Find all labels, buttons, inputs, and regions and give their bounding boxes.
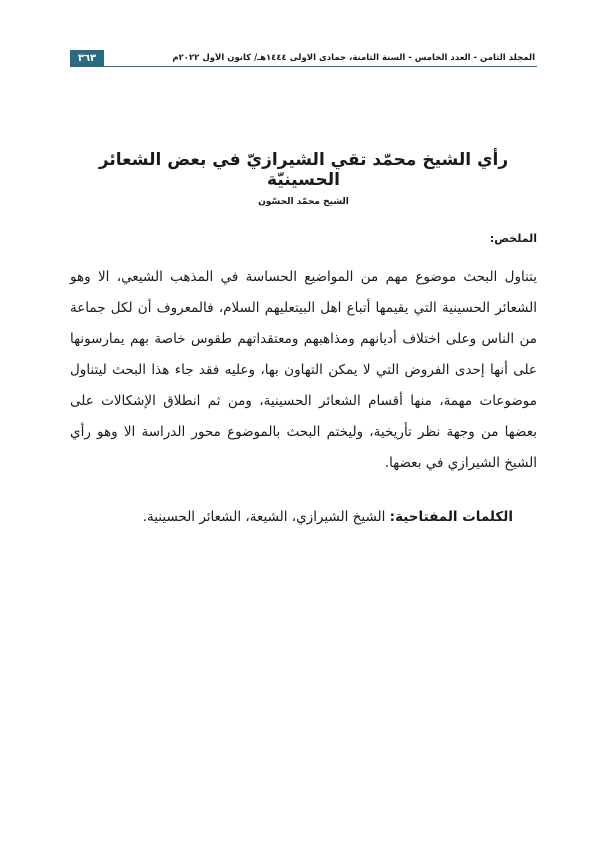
author-name: الشيخ محمّد الحسّون	[258, 197, 349, 207]
abstract-body: يتناول البحث موضوع مهم من المواضيع الحساسة في المذهب الشيعي، الا وهو الشعائر الحسينية التي يقيمها أتباع اهل البيتعليهم السلام، فالمعروف أن لكل جماعة من الناس وعلى اختلاف أديانهم ومذاهبهم ومعتقداتهم طقوس خاصة بهم يمارسونها على أنها إحدى الفروض التي لا يمكن التهاون بها، وعليه فقد جاء هذا البحث ليتناول موضوعات مهمة، منها أقسام الشعائر الحسينية، ومن ثم انطلاق الإشكالات على بعضها من وجهة نظر تأريخية، وليختم البحث بالموضوع محور الدراسة الا وهو رأي الشيخ الشيرازي في بعضها.	[70, 269, 537, 471]
keywords-label: الكلمات المفتاحية:	[389, 509, 513, 525]
journal-issue-info: المجلد الثامن - العدد الخامس - السنة الثامنة، جمادى الاولى ١٤٤٤هـ/ كانون الأول ٢٠٢٢م	[172, 53, 535, 63]
article-title: رأي الشيخ محمّد تقي الشيرازيّ في بعض الشعائر الحسينيّة	[98, 150, 509, 190]
abstract-heading: الملخص:	[489, 232, 537, 245]
page-number: ٣٦٣	[70, 50, 104, 66]
running-header	[70, 50, 537, 67]
keywords-line	[70, 503, 537, 531]
keywords-text: الشيخ الشيرازي، الشيعة، الشعائر الحسينية.	[142, 509, 390, 525]
